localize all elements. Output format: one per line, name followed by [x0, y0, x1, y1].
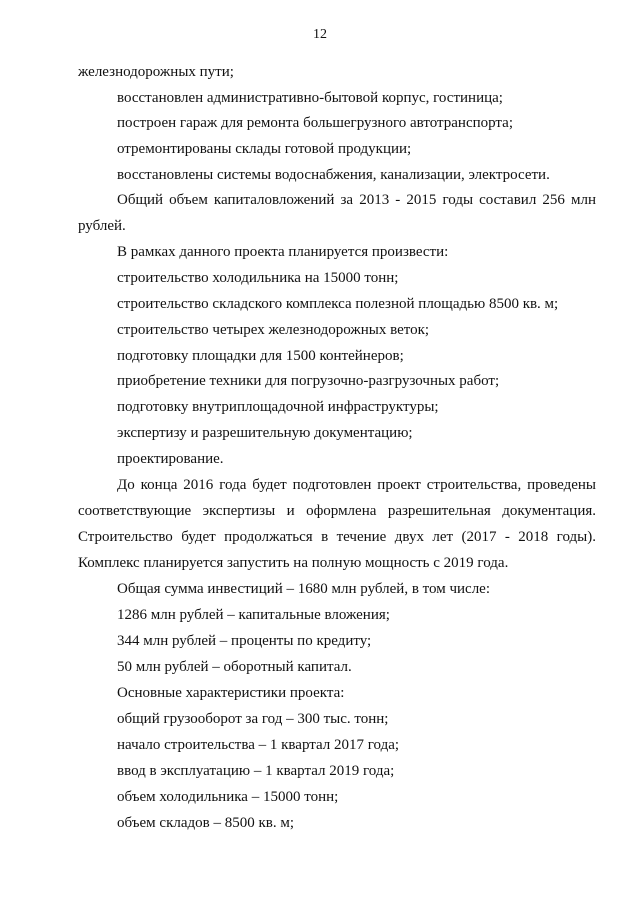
text-line: В рамках данного проекта планируется произвести:	[117, 244, 449, 260]
text-line: восстановлен административно-бытовой корпус, гостиница;	[117, 90, 503, 106]
text-line: подготовку внутриплощадочной инфраструктуры;	[117, 399, 439, 415]
text-line: объем складов – 8500 кв. м;	[117, 815, 294, 831]
text-line: железнодорожных пути;	[78, 64, 234, 80]
text-line: 50 млн рублей – оборотный капитал.	[117, 659, 352, 675]
text-line: объем холодильника – 15000 тонн;	[117, 789, 339, 805]
text-line: Общий объем капиталовложений за 2013 - 2015 годы составил 256 млн	[117, 192, 596, 208]
text-line: строительство четырех железнодорожных веток;	[117, 322, 430, 338]
text-line: общий грузооборот за год – 300 тыс. тонн;	[117, 711, 389, 727]
text-line: экспертизу и разрешительную документацию;	[117, 425, 413, 441]
text-line: 344 млн рублей – проценты по кредиту;	[117, 633, 372, 649]
text-line: проектирование.	[117, 451, 224, 467]
text-line: восстановлены системы водоснабжения, канализации, электросети.	[117, 167, 550, 183]
text-line: строительство складского комплекса полезной площадью 8500 кв. м;	[117, 296, 559, 312]
text-line: построен гараж для ремонта большегрузного автотранспорта;	[117, 115, 513, 131]
text-line: подготовку площадки для 1500 контейнеров;	[117, 348, 404, 364]
text-line: соответствующие экспертизы и оформлена разрешительная документация.	[78, 503, 596, 519]
text-line: До конца 2016 года будет подготовлен проект строительства, проведены	[117, 477, 596, 493]
text-line: отремонтированы склады готовой продукции;	[117, 141, 412, 157]
text-line: рублей.	[78, 218, 126, 234]
text-line: начало строительства – 1 квартал 2017 года;	[117, 737, 400, 753]
text-line: приобретение техники для погрузочно-разгрузочных работ;	[117, 373, 500, 389]
text-line: строительство холодильника на 15000 тонн;	[117, 270, 399, 286]
text-line: ввод в эксплуатацию – 1 квартал 2019 года;	[117, 763, 395, 779]
text-line: Общая сумма инвестиций – 1680 млн рублей, в том числе:	[117, 581, 491, 597]
page-number: 12	[313, 27, 327, 42]
text-line: Основные характеристики проекта:	[117, 685, 345, 701]
text-line: Строительство будет продолжаться в течение двух лет (2017 - 2018 годы).	[78, 529, 596, 545]
text-line: Комплекс планируется запустить на полную мощность с 2019 года.	[78, 555, 509, 571]
text-line: 1286 млн рублей – капитальные вложения;	[117, 607, 390, 623]
